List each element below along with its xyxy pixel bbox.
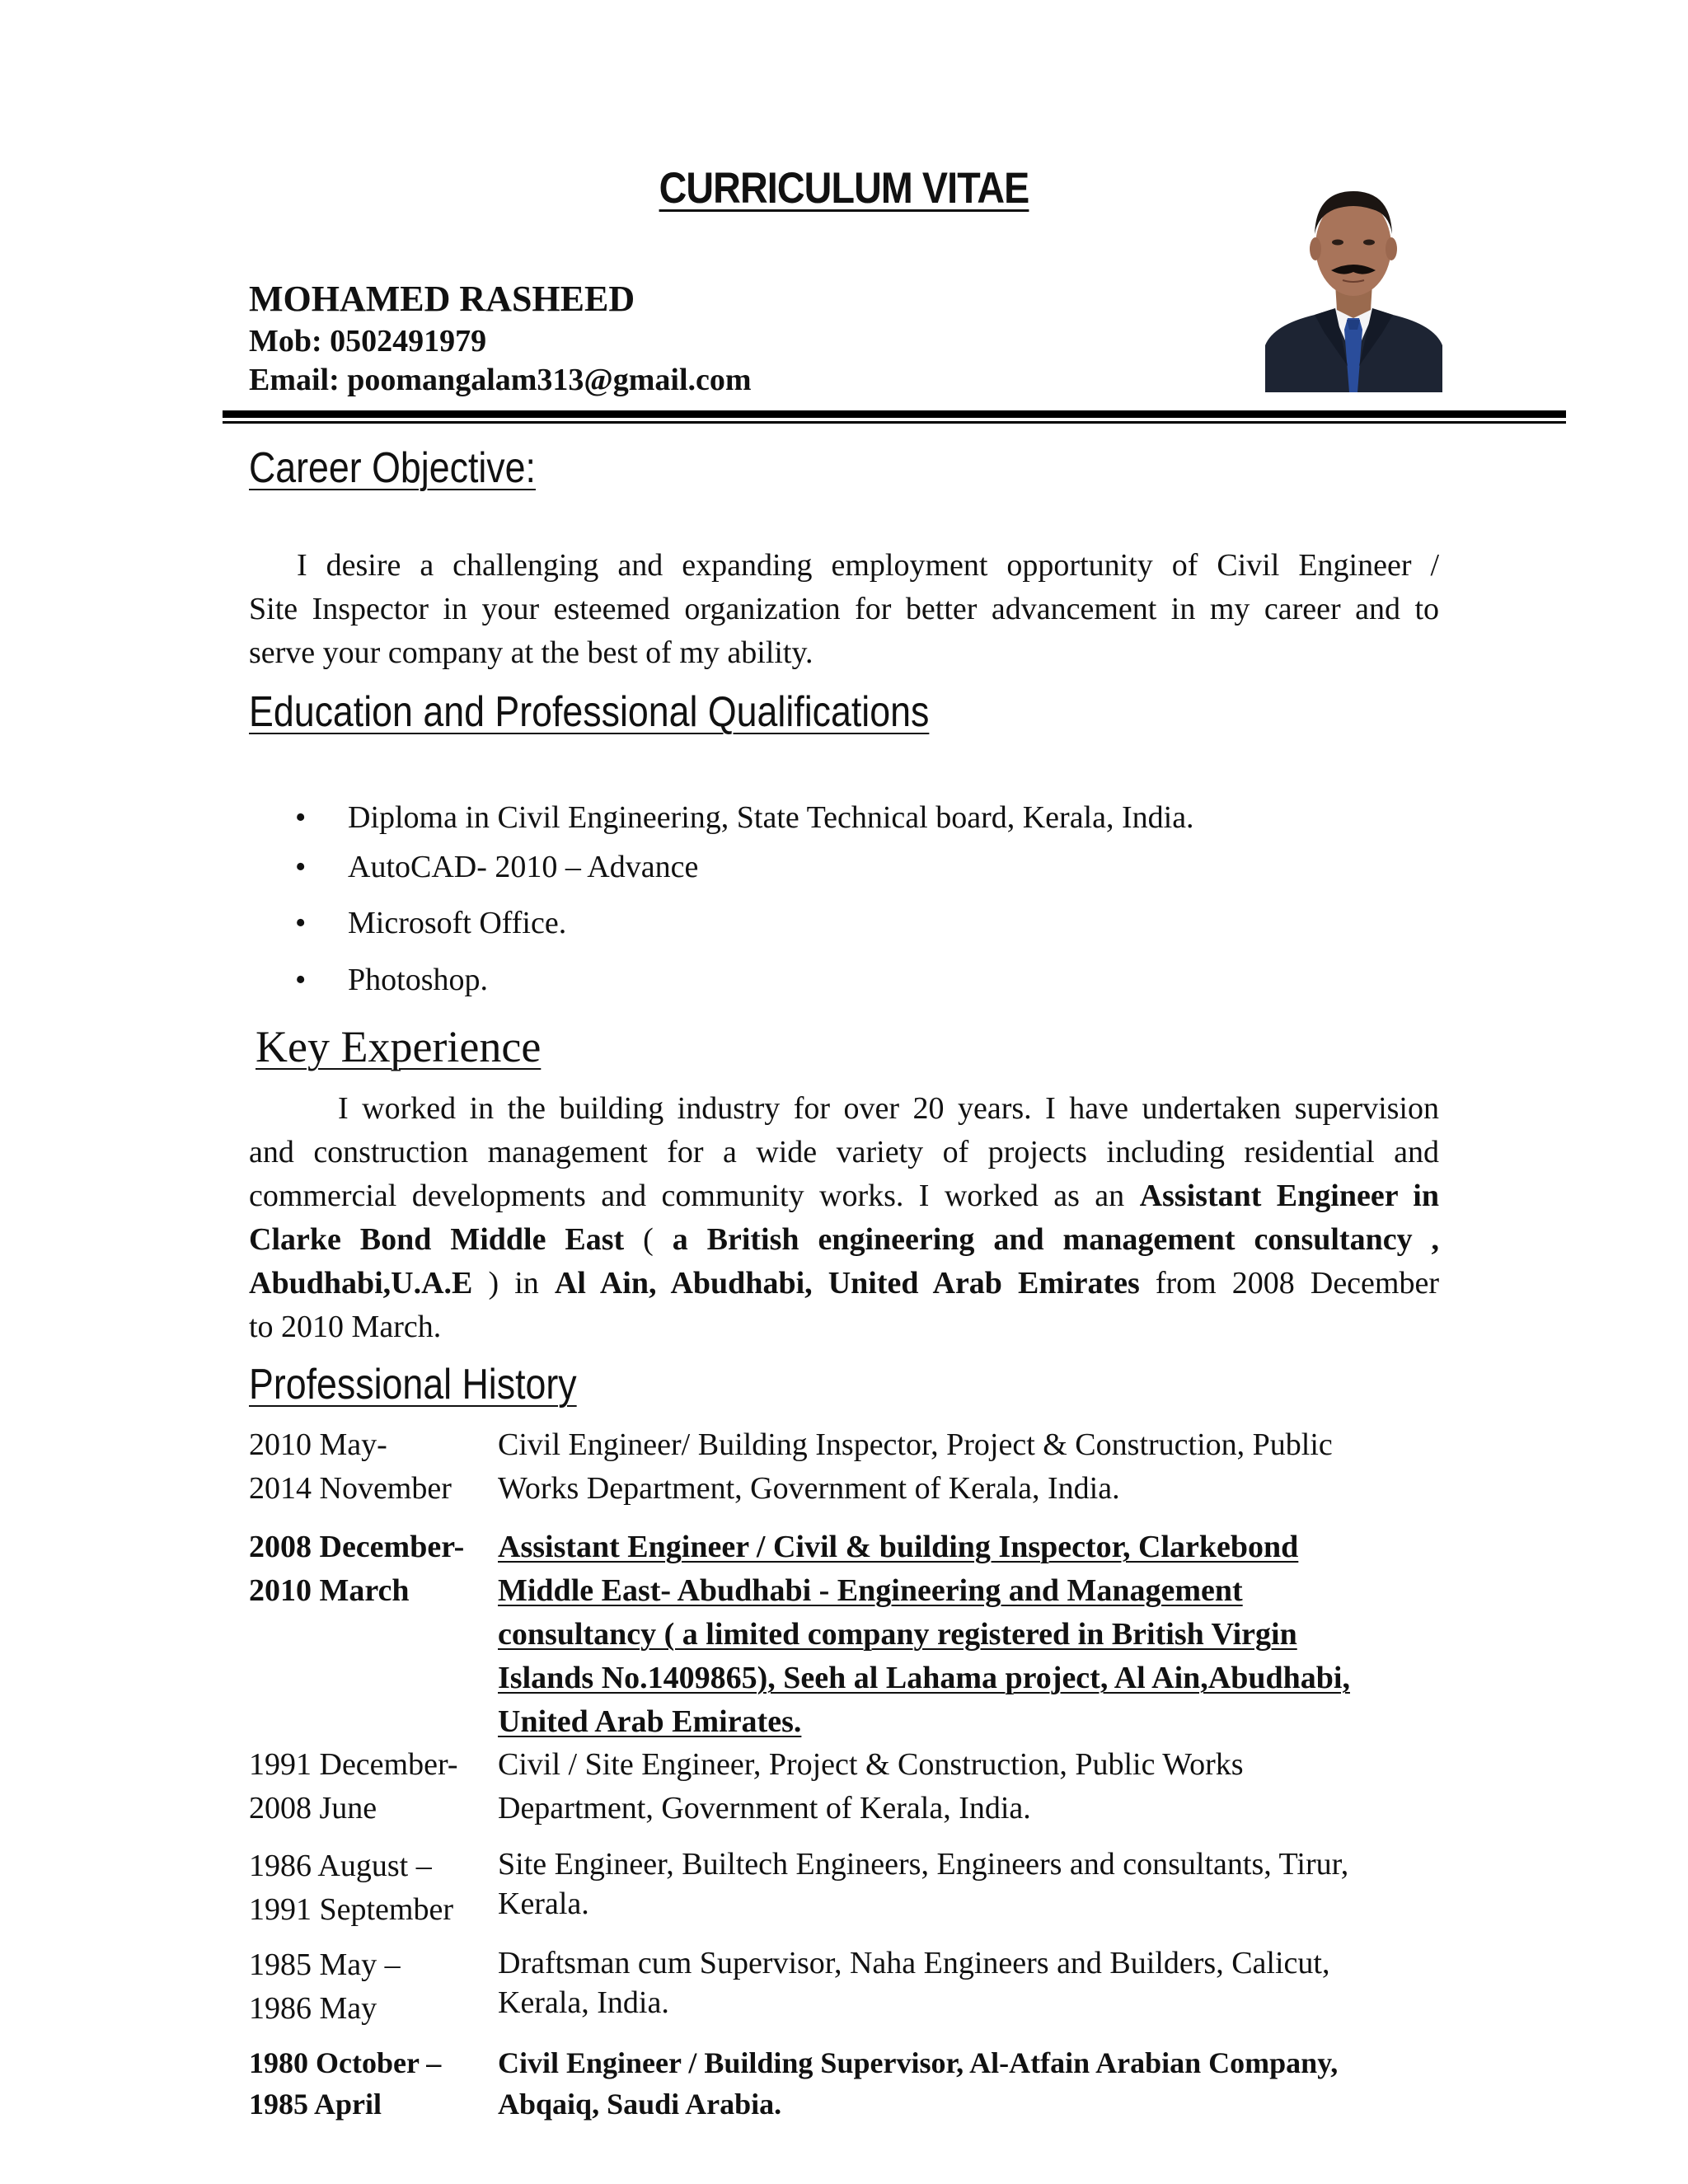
key-line-3-text: commercial developments and community works. I worked as an — [249, 1179, 1140, 1213]
candidate-name: MOHAMED RASHEED — [249, 279, 635, 319]
history-desc-line: Assistant Engineer / Civil & building Inspector, Clarkebond — [498, 1530, 1299, 1564]
history-desc-line: Draftsman cum Supervisor, Naha Engineers and Builders, Calicut, — [498, 1946, 1330, 1980]
career-line-1: I desire a challenging and expanding employment opportunity of Civil Engineer / — [297, 548, 1439, 583]
key-line-4-bold: Clarke Bond Middle East — [249, 1222, 625, 1257]
header-divider-thin — [223, 421, 1566, 424]
bullet-icon: • — [295, 906, 307, 940]
key-line-6: to 2010 March. — [249, 1310, 442, 1344]
history-desc-line: Islands No.1409865), Seeh al Lahama project, Al Ain,Abudhabi, — [498, 1661, 1350, 1695]
history-desc-line: Works Department, Government of Kerala, India. — [498, 1471, 1120, 1506]
history-date — [249, 1844, 496, 1932]
education-list — [295, 799, 1449, 1014]
history-date-start: 1986 August – — [249, 1849, 432, 1883]
history-entry — [249, 1743, 1452, 1834]
bullet-icon: • — [295, 800, 307, 835]
key-line-4 — [249, 1218, 1439, 1262]
education-item-text: AutoCAD- 2010 – Advance — [348, 850, 699, 884]
profile-photo — [1265, 168, 1442, 392]
history-description — [498, 1844, 1668, 1924]
history-date-end: 2008 June — [249, 1791, 377, 1825]
key-line-3-bold: Assistant Engineer in — [1139, 1179, 1439, 1213]
history-date-end: 1986 May — [249, 1991, 377, 2026]
section-heading-key-experience: Key Experience — [256, 1022, 542, 1071]
history-entry — [249, 1526, 1452, 1745]
key-line-5-bold-2: Al Ain, Abudhabi, United Arab Emirates — [554, 1266, 1140, 1301]
key-line-5-text-2: from 2008 December — [1139, 1266, 1439, 1301]
history-desc-line: Civil Engineer / Building Supervisor, Al-Atfain Arabian Company, — [498, 2046, 1339, 2079]
section-heading-career-objective: Career Objective: — [249, 444, 536, 492]
document-title: CURRICULUM VITAE — [659, 164, 1029, 213]
history-date-start: 1980 October – — [249, 2046, 442, 2079]
education-item-text: Microsoft Office. — [348, 906, 567, 940]
history-desc-line: Middle East- Abudhabi - Engineering and Management — [498, 1573, 1243, 1608]
history-date-end: 2010 March — [249, 1573, 410, 1608]
history-date — [249, 1526, 496, 1613]
history-entry — [249, 1943, 1452, 2034]
history-date-end: 1985 April — [249, 2088, 382, 2121]
history-date — [249, 2042, 496, 2125]
history-desc-line: Kerala. — [498, 1886, 589, 1921]
history-date-start: 1991 December- — [249, 1747, 458, 1782]
history-desc-line: consultancy ( a limited company registered in British Virgin — [498, 1617, 1297, 1652]
history-entry — [249, 1423, 1452, 1514]
key-line-3 — [249, 1174, 1439, 1218]
history-date-end: 2014 November — [249, 1471, 452, 1506]
history-description — [498, 1743, 1668, 1830]
history-date-end: 1991 September — [249, 1892, 454, 1927]
career-objective-paragraph — [249, 544, 1439, 675]
history-date — [249, 1743, 496, 1830]
history-date — [249, 1943, 496, 2031]
history-desc-line: Kerala, India. — [498, 1985, 669, 2020]
history-entry — [249, 2042, 1452, 2133]
mobile-number: Mob: 0502491979 — [249, 324, 487, 359]
history-desc-line: Civil Engineer/ Building Inspector, Project & Construction, Public — [498, 1427, 1333, 1462]
history-date-start: 1985 May – — [249, 1947, 401, 1982]
education-item-text: Diploma in Civil Engineering, State Technical board, Kerala, India. — [348, 800, 1194, 835]
key-line-5 — [249, 1262, 1439, 1305]
history-date-start: 2010 May- — [249, 1427, 387, 1462]
history-desc-line: Abqaiq, Saudi Arabia. — [498, 2088, 782, 2121]
history-description — [498, 2042, 1668, 2125]
history-description — [498, 1526, 1668, 1744]
email-address: Email: poomangalam313@gmail.com — [249, 363, 752, 397]
history-desc-line: Site Engineer, Builtech Engineers, Engineers and consultants, Tirur, — [498, 1847, 1349, 1882]
key-line-4-bold-2: a British engineering and management consultancy , — [672, 1222, 1440, 1257]
section-heading-professional-history: Professional History — [249, 1361, 577, 1408]
history-date — [249, 1423, 496, 1511]
key-experience-paragraph — [249, 1087, 1439, 1349]
section-heading-education: Education and Professional Qualifications — [249, 688, 930, 736]
bullet-icon: • — [295, 963, 307, 997]
key-line-1: I worked in the building industry for over 20 years. I have undertaken supervision — [338, 1091, 1439, 1126]
header-divider-thick — [223, 410, 1566, 418]
history-entry — [249, 1844, 1452, 1935]
key-line-2: and construction management for a wide variety of projects including residential and — [249, 1135, 1439, 1169]
history-desc-line: United Arab Emirates. — [498, 1704, 802, 1739]
history-description — [498, 1943, 1668, 2022]
key-line-5-text: ) in — [472, 1266, 555, 1301]
history-desc-line: Civil / Site Engineer, Project & Construction, Public Works — [498, 1747, 1244, 1782]
history-desc-line: Department, Government of Kerala, India. — [498, 1791, 1031, 1825]
bullet-icon: • — [295, 850, 307, 884]
career-line-3: serve your company at the best of my ability. — [249, 635, 814, 670]
history-date-start: 2008 December- — [249, 1530, 465, 1564]
history-description — [498, 1423, 1668, 1511]
education-item-text: Photoshop. — [348, 963, 488, 997]
career-line-2: Site Inspector in your esteemed organization for better advancement in my career and to — [249, 592, 1439, 626]
key-line-5-bold: Abudhabi,U.A.E — [249, 1266, 473, 1301]
key-line-4-text: ( — [624, 1222, 673, 1257]
